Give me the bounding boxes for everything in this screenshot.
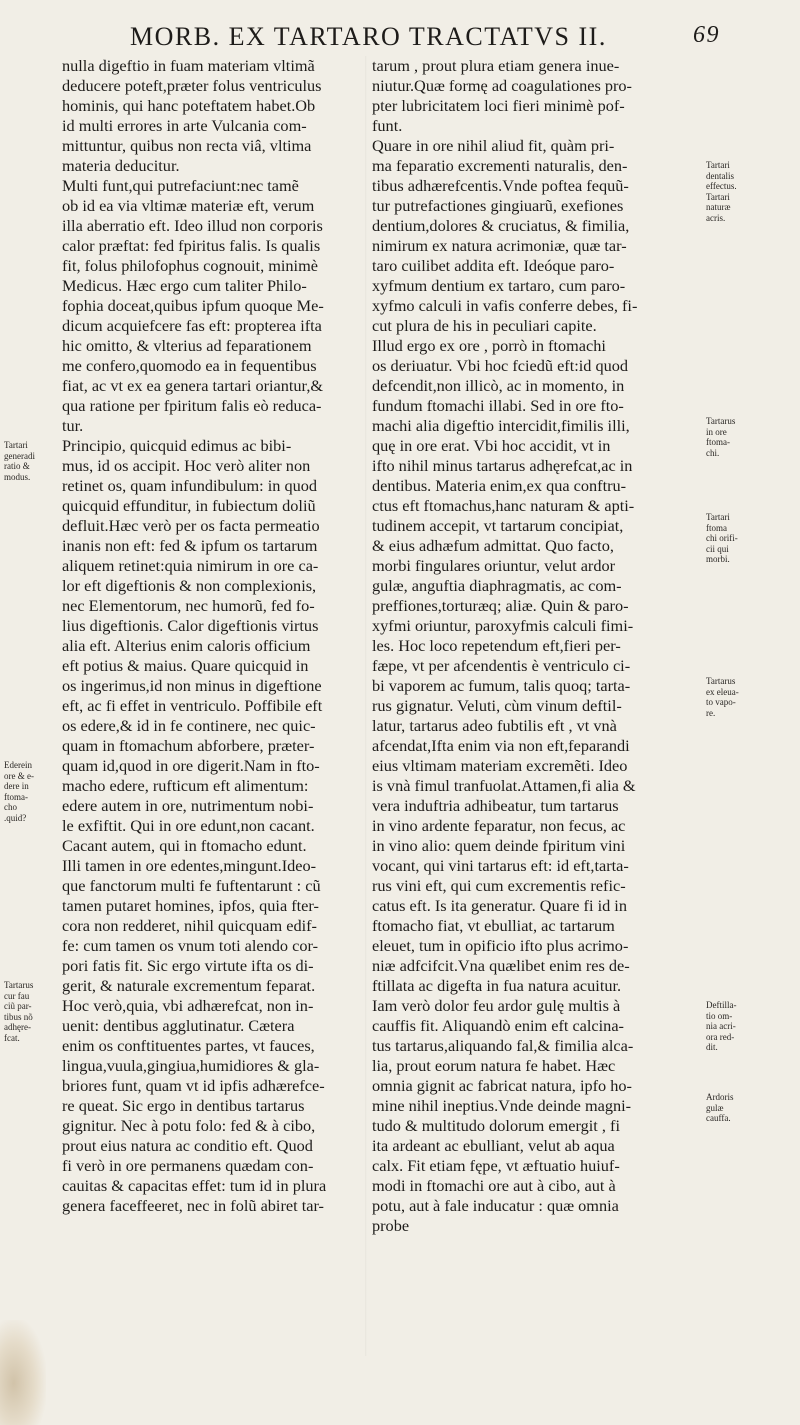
text-line: tamen putaret homines, ipfos, quia fter- bbox=[62, 896, 319, 915]
text-line: Iam verò dolor feu ardor gulę multis à bbox=[372, 996, 621, 1015]
margin-note: Tartarus ex eleua- to vapo- re. bbox=[706, 676, 739, 718]
text-line: Medicus. Hæc ergo cum taliter Philo- bbox=[62, 276, 307, 295]
text-line: ftomacho fiat, vt ebulliat, ac tartarum bbox=[372, 916, 615, 935]
text-line: in vino alio: quem deinde fpiritum vini bbox=[372, 836, 626, 855]
margin-note: Deftilla- tio om- nia acri- ora red- dit. bbox=[706, 1000, 737, 1052]
text-line: le exfiftit. Qui in ore edunt,non cacant. bbox=[62, 816, 315, 835]
text-line: dentibus. Materia enim,ex qua conftru- bbox=[372, 476, 627, 495]
text-line: dicum acquiefcere fas eft: propterea ifta bbox=[62, 316, 322, 335]
text-line: tur. bbox=[62, 416, 84, 435]
text-line: les. Hoc loco repetendum eft,fieri per- bbox=[372, 636, 621, 655]
text-line: tudinem accepit, vt tartarum concipiat, bbox=[372, 516, 624, 535]
text-line: dentium,dolores & cruciatus, & fimilia, bbox=[372, 216, 630, 235]
text-line: vera induftria adhibeatur, tum tartarus bbox=[372, 796, 619, 815]
text-line: fundum ftomachi illabi. Sed in ore fto- bbox=[372, 396, 624, 415]
text-line: lius digeftionis. Calor digeftionis virtus bbox=[62, 616, 319, 635]
text-line: quam id,quod in ore digerit.Nam in fto- bbox=[62, 756, 320, 775]
right-text-column bbox=[372, 56, 696, 1236]
text-line: nulla digeftio in fuam materiam vltimã bbox=[62, 56, 315, 75]
text-line: que fanctorum multi fe fuftentarunt : cũ bbox=[62, 876, 321, 895]
text-line: machi alia digeftio intercidit,fimilis illi, bbox=[372, 416, 630, 435]
text-line: fophia doceat,quibus ipfum quoque Me- bbox=[62, 296, 324, 315]
margin-note: Tartari generadi ratio & modus. bbox=[4, 440, 35, 482]
text-line: enim os conftituentes partes, vt fauces, bbox=[62, 1036, 315, 1055]
text-line: calor præftat: fed fpiritus falis. Is qualis bbox=[62, 236, 321, 255]
text-line: Principio, quicquid edimus ac bibi- bbox=[62, 436, 292, 455]
text-line: lor eft digeftionis & non complexionis, bbox=[62, 576, 317, 595]
text-line: Illi tamen in ore edentes,mingunt.Ideo- bbox=[62, 856, 317, 875]
text-line: Illud ergo ex ore , porrò in ftomachi bbox=[372, 336, 606, 355]
text-line: cut plura de his in peculiari capite. bbox=[372, 316, 597, 335]
text-line: os deriuatur. Vbi hoc fciedũ eft:id quod bbox=[372, 356, 629, 375]
text-line: deducere poteft,præter folus ventriculus bbox=[62, 76, 322, 95]
text-line: fiat, ac vt ex ea genera tartari oriantur,& bbox=[62, 376, 324, 395]
text-line: tudo & multitudo dolorum emergit , fi bbox=[372, 1116, 620, 1135]
text-line: probe bbox=[372, 1216, 410, 1235]
text-line: Hoc verò,quia, vbi adhærefcat, non in- bbox=[62, 996, 314, 1015]
text-line: fit, folus philofophus cognouit, minimè bbox=[62, 256, 318, 275]
text-line: lia, prout eorum natura fe habet. Hæc bbox=[372, 1056, 616, 1075]
text-line: hic omitto, & vlterius ad feparationem bbox=[62, 336, 312, 355]
text-line: Quare in ore nihil aliud fit, quàm pri- bbox=[372, 136, 615, 155]
text-line: lingua,vuula,gingiua,humidiores & gla- bbox=[62, 1056, 320, 1075]
margin-note: Ederein ore & e- dere in ftoma- cho .quid? bbox=[4, 760, 34, 823]
text-line: defcendit,non illicò, ac in momento, in bbox=[372, 376, 625, 395]
text-line: me confero,quomodo ea in fequentibus bbox=[62, 356, 317, 375]
text-line: prout eius natura ac conditio eft. Quod bbox=[62, 1136, 313, 1155]
text-line: eleuet, tum in opificio ifto plus acrimo- bbox=[372, 936, 629, 955]
text-line: ifto nihil minus tartarus adhęrefcat,ac in bbox=[372, 456, 633, 475]
text-line: gignitur. Nec à potu folo: fed & à cibo, bbox=[62, 1116, 316, 1135]
text-line: pori fatis fit. Sic ergo virtute ifta os di- bbox=[62, 956, 314, 975]
text-line: aliquem retinet:quia nimirum in ore ca- bbox=[62, 556, 319, 575]
text-line: catus eft. Is ita generatur. Quare fi id in bbox=[372, 896, 627, 915]
text-line: calx. Fit etiam fępe, vt æftuatio huiuf- bbox=[372, 1156, 620, 1175]
text-line: xyfmum dentium ex tartaro, cum paro- bbox=[372, 276, 626, 295]
text-line: re queat. Sic ergo in dentibus tartarus bbox=[62, 1096, 305, 1115]
text-line: genera faceffeeret, nec in folũ abiret tar- bbox=[62, 1196, 324, 1215]
text-line: illa aberratio eft. Ideo illud non corporis bbox=[62, 216, 323, 235]
text-line: ftillata ac digefta in fua natura acuitur. bbox=[372, 976, 622, 995]
text-line: macho edere, rufticum eft alimentum: bbox=[62, 776, 309, 795]
text-line: & eius adhæfum admittat. Quo facto, bbox=[372, 536, 614, 555]
text-line: afcendat,Ifta enim via non eft,feparandi bbox=[372, 736, 630, 755]
text-line: ctus eft ftomachus,hanc naturam & apti- bbox=[372, 496, 635, 515]
text-line: xyfmi oriuntur, paroxyfmis calculi fimi- bbox=[372, 616, 634, 635]
text-line: preffiones,torturæq; aliæ. Quin & paro- bbox=[372, 596, 629, 615]
text-line: defluit.Hæc verò per os facta permeatio bbox=[62, 516, 320, 535]
text-line: tarum , prout plura etiam genera inue- bbox=[372, 56, 620, 75]
page-number: 69 bbox=[693, 22, 720, 48]
text-line: id multi errores in arte Vulcania com- bbox=[62, 116, 307, 135]
text-line: Cacant autem, qui in ftomacho edunt. bbox=[62, 836, 307, 855]
text-line: quę in ore erat. Vbi hoc accidit, vt in bbox=[372, 436, 611, 455]
text-line: eft, ac fi effet in ventriculo. Poffibile eft bbox=[62, 696, 323, 715]
text-line: hominis, qui hanc poteftatem habet.Ob bbox=[62, 96, 316, 115]
text-line: mine nihil ineptius.Vnde deinde magni- bbox=[372, 1096, 632, 1115]
text-line: in vino ardente feparatur, non fecus, ac bbox=[372, 816, 626, 835]
running-header bbox=[130, 22, 720, 58]
text-line: cauffis fit. Aliquandò enim eft calcina- bbox=[372, 1016, 624, 1035]
text-line: morbi fingulares oriuntur, velut ardor bbox=[372, 556, 616, 575]
margin-note: Tartari ftoma chi orifi- cii qui morbi. bbox=[706, 512, 738, 564]
text-line: funt. bbox=[372, 116, 403, 135]
text-line: fe: cum tamen os vnum toti alendo cor- bbox=[62, 936, 319, 955]
text-line: quicquid effunditur, in fubiectum doliũ bbox=[62, 496, 316, 515]
text-line: briores funt, quam vt id ipfis adhærefce- bbox=[62, 1076, 325, 1095]
text-line: ita ardeant ac ebulliant, velut ab aqua bbox=[372, 1136, 615, 1155]
text-line: modi in ftomachi ore aut à cibo, aut à bbox=[372, 1176, 616, 1195]
text-line: omnia gignit ac fabricat natura, ipfo ho- bbox=[372, 1076, 632, 1095]
text-line: quam in ftomachum abforbere, præter- bbox=[62, 736, 315, 755]
text-line: niutur.Quæ formę ad coagulationes pro- bbox=[372, 76, 632, 95]
text-line: os edere,& id in fe continere, nec quic- bbox=[62, 716, 316, 735]
text-line: Multi funt,qui putrefaciunt:nec tamẽ bbox=[62, 176, 299, 195]
text-line: vocant, qui vini tartarus eft: id eft,tarta- bbox=[372, 856, 629, 875]
left-text-column bbox=[62, 56, 362, 1216]
text-line: ob id ea via vltimæ materiæ eft, verum bbox=[62, 196, 315, 215]
text-line: retinet os, quam infundibulum: in quod bbox=[62, 476, 318, 495]
text-line: gulæ, anguftia diaphragmatis, ac com- bbox=[372, 576, 622, 595]
text-line: nec Elementorum, nec humorũ, fed fo- bbox=[62, 596, 315, 615]
text-line: bi vaporem ac fumum, talis quoq; tarta- bbox=[372, 676, 631, 695]
text-line: tibus adhærefcentis.Vnde poftea fequũ- bbox=[372, 176, 629, 195]
text-line: os ingerimus,id non minus in digeftione bbox=[62, 676, 322, 695]
text-line: niæ adfcifcit.Vna quælibet enim res de- bbox=[372, 956, 630, 975]
text-line: is vnà fimul tranfuolat.Attamen,fi alia & bbox=[372, 776, 636, 795]
text-line: latur, tartarus adeo fubtilis eft , vt vnà bbox=[372, 716, 617, 735]
running-title: MORB. EX TARTARO TRACTATVS II. bbox=[130, 22, 607, 51]
text-line: potu, aut à fale inducatur : quæ omnia bbox=[372, 1196, 619, 1215]
text-line: inanis non eft: fed & ipfum os tartarum bbox=[62, 536, 318, 555]
text-line: tus tartarus,aliquando fal,& fimilia alca- bbox=[372, 1036, 634, 1055]
text-line: fi verò in ore permanens quædam con- bbox=[62, 1156, 314, 1175]
margin-note: Tartari dentalis effectus. Tartari naturæ acris. bbox=[706, 160, 737, 223]
margin-note: Tartarus in ore ftoma- chi. bbox=[706, 416, 736, 458]
text-line: eft potius & maius. Quare quicquid in bbox=[62, 656, 309, 675]
text-line: gerit, & naturale excrementum feparat. bbox=[62, 976, 316, 995]
text-line: taro cuilibet addita eft. Ideóque paro- bbox=[372, 256, 615, 275]
text-line: eius vltimam materiam excremẽti. Ideo bbox=[372, 756, 628, 775]
paper-stain bbox=[0, 1320, 46, 1425]
text-line: cauitas & capacitas effet: tum id in plura bbox=[62, 1176, 327, 1195]
text-line: qua ratione per fpiritum falis eò reduca- bbox=[62, 396, 322, 415]
margin-note: Ardoris gulæ cauffa. bbox=[706, 1092, 734, 1123]
text-line: mus, id os accipit. Hoc verò aliter non bbox=[62, 456, 311, 475]
margin-note: Tartarus cur fau ciũ par- tibus nõ adhęre- fcat. bbox=[4, 980, 34, 1043]
text-line: pter lubricitatem loci fieri minimè pof- bbox=[372, 96, 625, 115]
text-line: fæpe, vt per afcendentis è ventriculo ci- bbox=[372, 656, 631, 675]
text-line: materia deducitur. bbox=[62, 156, 180, 175]
text-line: mittuntur, quibus non recta viâ, vltima bbox=[62, 136, 312, 155]
text-line: rus gignatur. Veluti, cùm vinum deftil- bbox=[372, 696, 622, 715]
text-line: ma feparatio excrementi naturalis, den- bbox=[372, 156, 628, 175]
text-line: tur putrefactiones gingiuarũ, exefiones bbox=[372, 196, 624, 215]
text-line: rus vini eft, qui cum excrementis refic- bbox=[372, 876, 626, 895]
gutter-shadow bbox=[365, 56, 367, 1356]
text-line: uenit: dentibus agglutinatur. Cætera bbox=[62, 1016, 295, 1035]
text-line: cora non redderet, nihil quicquam edif- bbox=[62, 916, 317, 935]
text-line: xyfmo calculi in vafis conferre debes, fi- bbox=[372, 296, 638, 315]
text-line: edere autem in ore, nutrimentum nobi- bbox=[62, 796, 314, 815]
text-line: nimirum ex natura acrimoniæ, quæ tar- bbox=[372, 236, 627, 255]
text-line: alia eft. Alterius enim caloris officium bbox=[62, 636, 311, 655]
